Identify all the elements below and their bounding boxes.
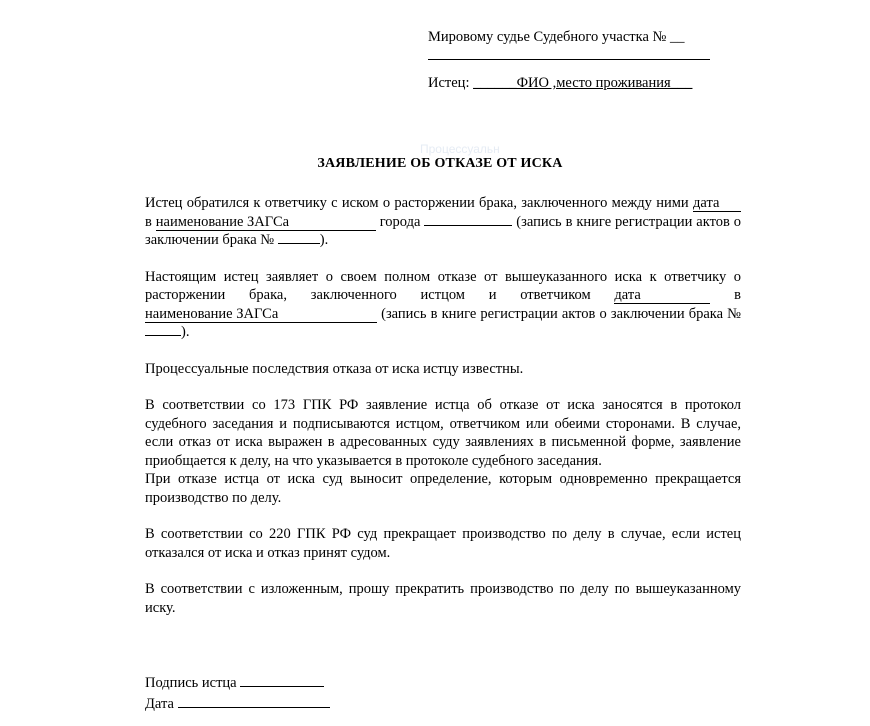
addressee-rule bbox=[428, 47, 710, 60]
signature-block bbox=[145, 672, 330, 713]
paragraph-article-220: В соответствии со 220 ГПК РФ суд прекращает производство по делу в случае, если истец отказался от иска и отказ принят судом. bbox=[145, 526, 741, 561]
document-body bbox=[145, 194, 741, 617]
paragraph-request: В соответствии с изложенным, прошу прекратить производство по делу по вышеуказанному иску. bbox=[145, 581, 741, 616]
date-field bbox=[178, 693, 330, 708]
marriage-date-field-2: дата bbox=[614, 288, 710, 304]
paragraph-ruling: При отказе истца от иска суд выносит определение, которым одновременно прекращается производство по делу. bbox=[145, 471, 741, 506]
registry-office-field: наименование ЗАГСа bbox=[156, 215, 376, 231]
record-number-field bbox=[278, 243, 320, 244]
watermark: Процессуальн bbox=[420, 142, 500, 156]
judge-line: Мировому судье Судебного участка № __ bbox=[428, 29, 685, 45]
plaintiff-field: ______ФИО ,место проживания___ bbox=[473, 75, 693, 91]
signature-line: Подпись истца bbox=[145, 672, 330, 693]
marriage-date-field: дата bbox=[693, 196, 741, 212]
city-field bbox=[424, 225, 512, 226]
paragraph-withdrawal: Настоящим истец заявляет о своем полном отказе от вышеуказанного иска к ответчику о расторжении брака, заключенного истцом и ответчиком дата в наименование ЗАГСа (запись в книге регистрации актов о заключении брака № ). bbox=[145, 268, 741, 340]
record-number-field-2 bbox=[145, 335, 181, 336]
date-line: Дата bbox=[145, 693, 330, 714]
registry-office-field-2: наименование ЗАГСа bbox=[145, 307, 377, 323]
paragraph-marriage: Истец обратился к ответчику с иском о расторжении брака, заключенного между ними дата в наименование ЗАГСа города (запись в книге регистрации актов о заключении брака № ). bbox=[145, 195, 741, 248]
plaintiff-line: Истец: ______ФИО ,место проживания___ bbox=[428, 75, 693, 91]
signature-field bbox=[240, 672, 324, 687]
paragraph-consequences: Процессуальные последствия отказа от иска истцу известны. bbox=[145, 360, 524, 377]
paragraph-article-173: В соответствии со 173 ГПК РФ заявление истца об отказе от иска заносятся в протокол судебного заседания и подписываются истцом, ответчиком или обеими сторонами. В случае, если отказ от иска выражен в адресованных суду заявлениях в письменной форме, заявление приобщается к делу, на что указывается в протоколе судебного заседания. bbox=[145, 397, 741, 469]
addressee-block bbox=[428, 28, 712, 93]
document-title: ЗАЯВЛЕНИЕ ОБ ОТКАЗЕ ОТ ИСКА bbox=[317, 156, 563, 171]
